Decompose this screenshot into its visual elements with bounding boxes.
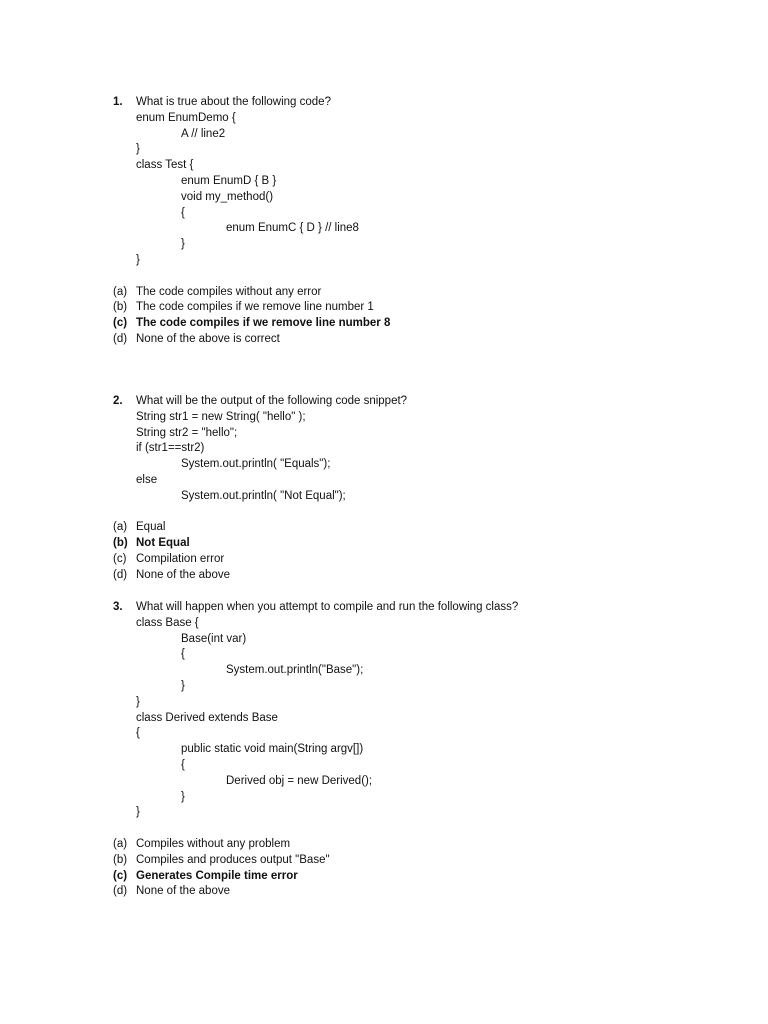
option-label: (b): [113, 537, 128, 550]
option-label: (c): [113, 869, 128, 882]
code-line: if (str1==str2): [136, 442, 205, 455]
code-line: System.out.println("Base");: [226, 664, 364, 677]
option-label: (c): [113, 317, 128, 330]
code-line: public static void main(String argv[]): [181, 743, 364, 756]
code-line: }: [136, 695, 140, 708]
option-text: Equal: [136, 521, 166, 534]
option-text: Compilation error: [136, 553, 225, 565]
option-text: None of the above: [136, 885, 230, 898]
question-number: 1.: [113, 96, 123, 108]
code-line: String str1 = new String( "hello" );: [136, 410, 306, 423]
code-line: }: [181, 680, 185, 692]
option-text: None of the above is correct: [136, 333, 280, 345]
code-line: A // line2: [181, 127, 226, 140]
option-text: The code compiles without any error: [136, 285, 322, 298]
option-text: The code compiles if we remove line number 1: [136, 301, 374, 314]
option-label: (c): [113, 553, 127, 565]
option-label: (d): [113, 885, 128, 898]
code-line: }: [181, 238, 185, 251]
option-text: Compiles and produces output "Base": [136, 853, 330, 866]
code-line: class Test {: [136, 159, 194, 172]
code-line: {: [181, 648, 185, 661]
code-line: {: [181, 759, 185, 771]
code-line: class Base {: [136, 616, 199, 629]
code-line: class Derived extends Base: [136, 711, 278, 724]
option-label: (a): [113, 838, 128, 850]
question-number: 2.: [113, 395, 123, 407]
code-line: Derived obj = new Derived();: [226, 774, 373, 787]
question-text: What will happen when you attempt to compile and run the following class?: [136, 601, 519, 613]
option-text-answer: The code compiles if we remove line number 8: [136, 317, 391, 330]
code-line: enum EnumD { B }: [181, 175, 277, 187]
option-label: (d): [113, 568, 128, 581]
question-text: What will be the output of the following code snippet?: [136, 395, 408, 407]
code-line: Base(int var): [181, 632, 247, 645]
question-number: 3.: [113, 601, 123, 613]
question-text: What is true about the following code?: [136, 96, 331, 108]
option-label: (b): [113, 853, 128, 866]
option-label: (a): [113, 285, 128, 298]
code-line: }: [181, 790, 185, 803]
code-line: System.out.println( "Not Equal");: [181, 489, 346, 502]
option-text: None of the above: [136, 568, 230, 581]
option-label: (d): [113, 333, 128, 345]
code-line: String str2 = "hello";: [136, 426, 238, 439]
code-line: }: [136, 806, 140, 819]
code-line: enum EnumC { D } // line8: [226, 222, 359, 235]
code-line: System.out.println( "Equals");: [181, 458, 331, 471]
code-line: void my_method(): [181, 190, 274, 203]
option-text-answer: Generates Compile time error: [136, 869, 298, 882]
code-line: {: [136, 727, 140, 740]
code-line: enum EnumDemo {: [136, 111, 236, 124]
code-line: }: [136, 254, 140, 266]
code-line: }: [136, 143, 140, 156]
code-line: else: [136, 474, 158, 486]
option-text: Compiles without any problem: [136, 838, 291, 850]
code-line: {: [181, 206, 185, 219]
option-label: (a): [113, 521, 128, 534]
option-label: (b): [113, 301, 128, 314]
option-text-answer: Not Equal: [136, 537, 190, 550]
